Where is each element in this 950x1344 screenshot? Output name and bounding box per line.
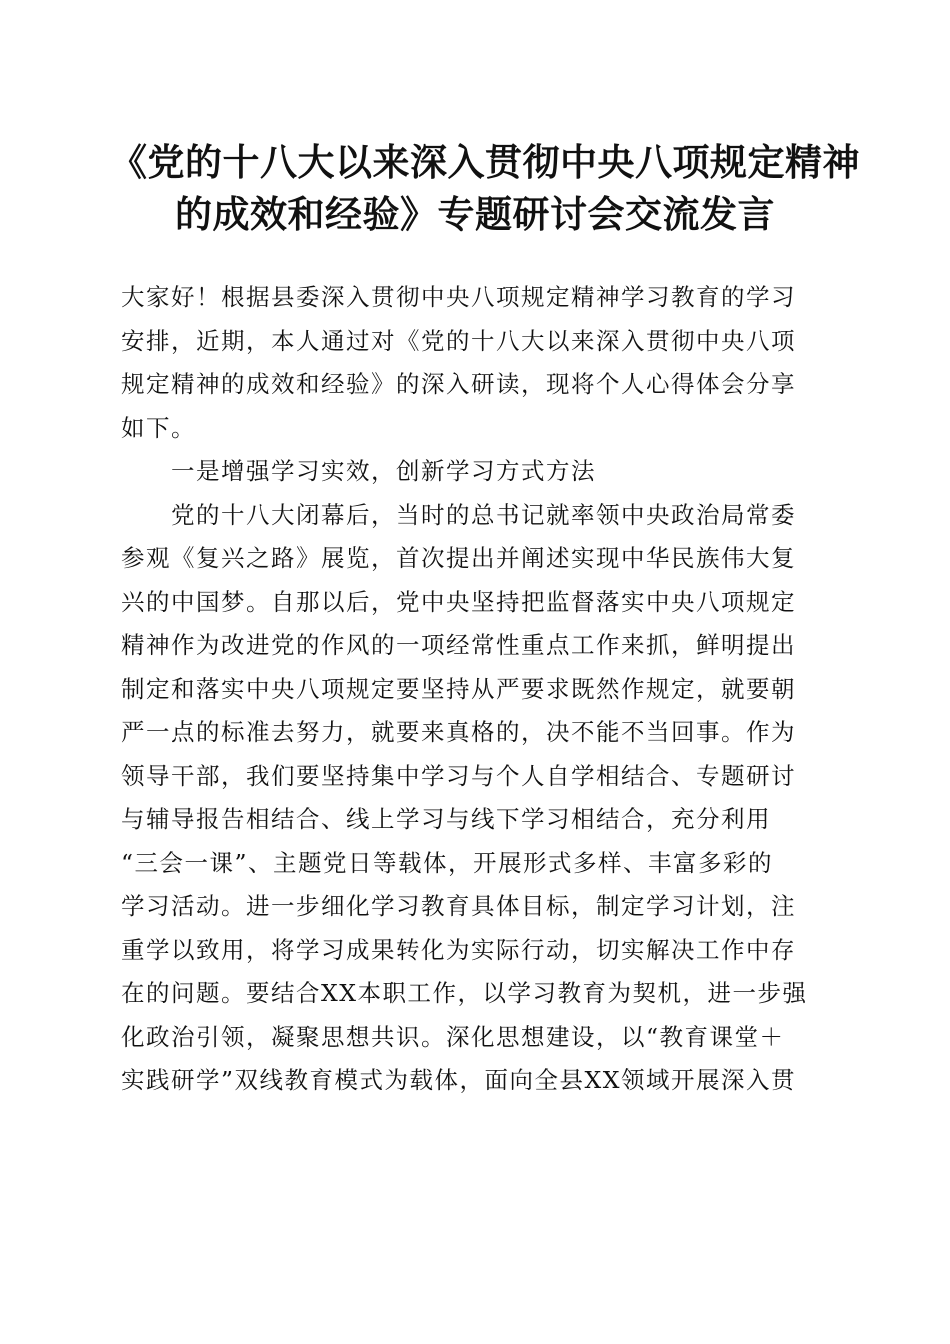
text-line: 兴的中国梦。自那以后，党中央坚持把监督落实中央八项规定 [121,587,796,616]
text-line: 学习活动。进一步细化学习教育具体目标，制定学习计划，注 [121,892,796,920]
intro-paragraph [121,276,829,450]
section-body-paragraph [121,494,829,1103]
document-title [110,136,860,240]
text-line: 如下。 [121,413,196,442]
text-line: 参观《复兴之路》展览，首次提出并阐述实现中华民族伟大复 [121,544,796,572]
section-heading [121,450,829,494]
text-line: 与辅导报告相结合、线上学习与线下学习相结合，充分利用 [121,805,771,833]
text-line: 规定精神的成效和经验》的深入研读，现将个人心得体会分享 [121,370,796,398]
text-line: 领导干部，我们要坚持集中学习与个人自学相结合、专题研讨 [121,761,796,790]
title-line: 《党的十八大以来深入贯彻中央八项规定精神 [110,140,860,184]
text-line: 化政治引领，凝聚思想共识。深化思想建设，以“教育课堂＋ [121,1022,785,1051]
text-line: 严一点的标准去努力，就要来真格的，决不能不当回事。作为 [121,718,796,746]
text-line: “三会一课”、主题党日等载体，开展形式多样、丰富多彩的 [121,848,774,877]
text-line: 在的问题。要结合XX本职工作，以学习教育为契机，进一步强 [121,979,808,1007]
text-line: 大家好！根据县委深入贯彻中央八项规定精神学习教育的学习 [121,283,796,311]
text-line: 精神作为改进党的作风的一项经常性重点工作来抓，鲜明提出 [121,631,796,659]
text-line: 安排，近期，本人通过对《党的十八大以来深入贯彻中央八项 [121,326,796,355]
text-line: 重学以致用，将学习成果转化为实际行动，切实解决工作中存 [121,935,796,964]
document-body [121,276,829,1103]
text-line: 党的十八大闭幕后，当时的总书记就率领中央政治局常委 [171,500,796,529]
title-line: 的成效和经验》专题研讨会交流发言 [175,192,775,236]
text-line: 实践研学”双线教育模式为载体，面向全县XX领域开展深入贯 [121,1066,796,1094]
section-heading-text: 一是增强学习实效，创新学习方式方法 [171,457,596,485]
text-line: 制定和落实中央八项规定要坚持从严要求既然作规定，就要朝 [121,674,796,703]
